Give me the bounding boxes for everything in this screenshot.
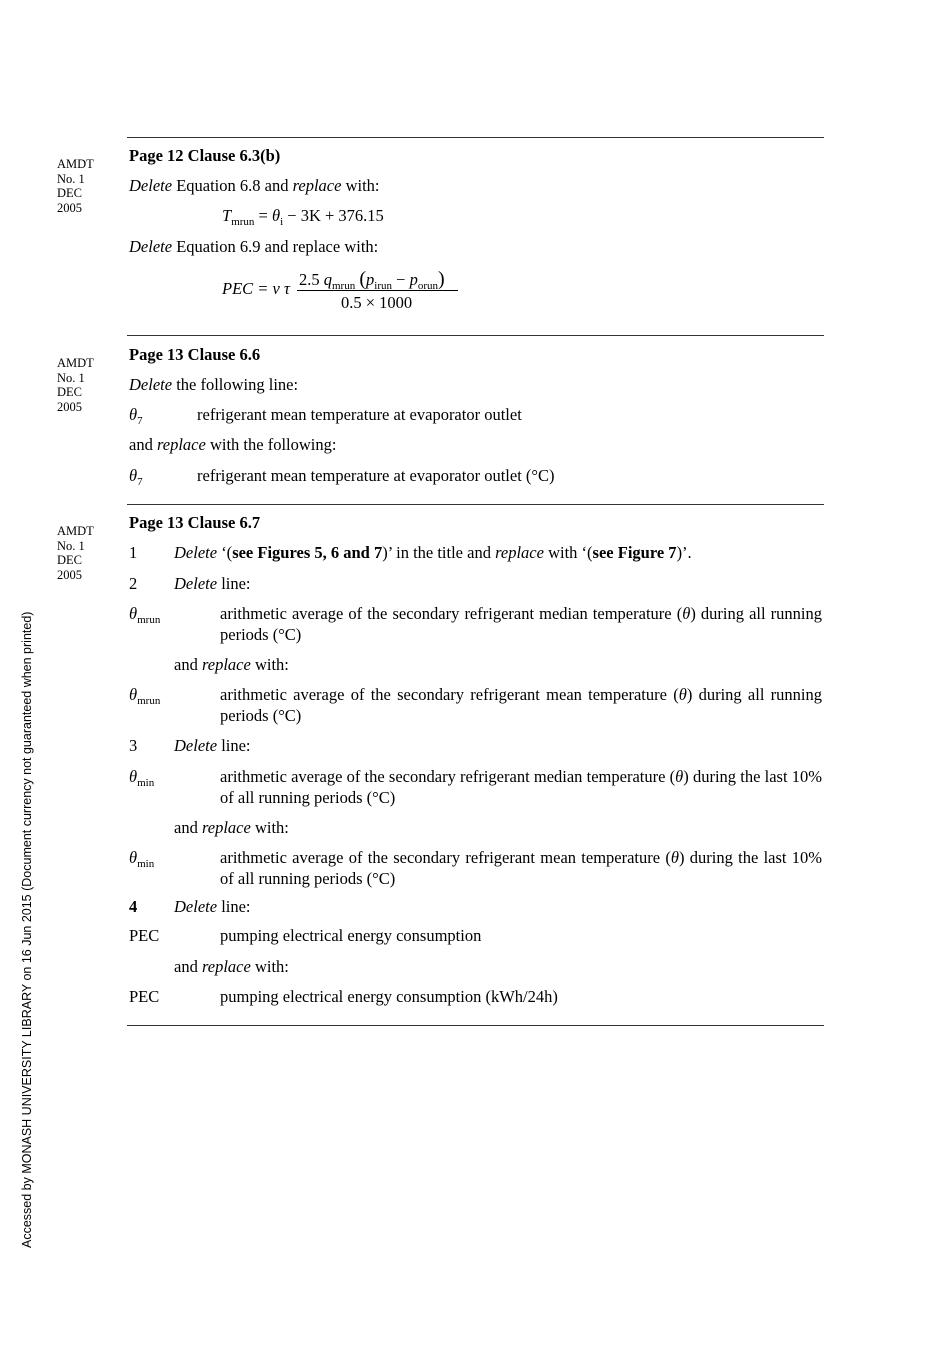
item-number: 2 <box>129 574 138 593</box>
definition-text-part: ) during the last 10% of all running periods (°C) <box>220 767 822 807</box>
instruction-text: Equation 6.8 and <box>172 176 293 195</box>
instruction-verb: Delete <box>129 176 173 195</box>
instruction-line <box>129 435 336 455</box>
instruction-verb: Delete <box>174 574 218 593</box>
eq-operator: = <box>254 206 272 225</box>
instruction-text: )’ in the title and <box>382 543 496 562</box>
symbol-subscript: mrun <box>137 695 161 707</box>
definition-symbol <box>129 685 160 707</box>
instruction-text: with the following: <box>205 435 337 454</box>
fraction-bar <box>297 290 458 291</box>
instruction-verb: Delete <box>174 736 218 755</box>
instruction-verb: replace <box>495 543 544 562</box>
definition-symbol: PEC <box>129 987 160 1006</box>
instruction-line <box>174 818 289 838</box>
definition-text: pumping electrical energy consumption <box>220 926 482 945</box>
instruction-text: and <box>129 435 157 454</box>
definition-symbol <box>129 466 143 488</box>
amendment-note <box>57 356 94 414</box>
instruction-line <box>129 375 298 395</box>
item-text <box>174 574 251 594</box>
definition-text-part: arithmetic average of the secondary refrigerant median temperature ( <box>220 604 683 623</box>
instruction-text: )’. <box>676 543 692 562</box>
section-divider <box>127 1025 824 1026</box>
amendment-note <box>57 524 94 582</box>
symbol-theta: θ <box>129 604 138 623</box>
symbol-subscript: min <box>137 777 155 789</box>
amdt-year: 2005 <box>57 200 82 215</box>
amdt-year: 2005 <box>57 399 82 414</box>
instruction-verb: replace <box>201 818 251 837</box>
section-heading: Page 12 Clause 6.3(b) <box>129 146 281 165</box>
eq-paren: ( <box>359 268 367 290</box>
amdt-year: 2005 <box>57 567 82 582</box>
amdt-number: No. 1 <box>57 171 85 186</box>
definition-text-part: ) during all running periods (°C) <box>220 604 822 644</box>
section-heading: Page 13 Clause 6.6 <box>129 345 261 364</box>
amdt-label: AMDT <box>57 157 94 171</box>
instruction-text: with ‘( <box>543 543 593 562</box>
eq-subscript: orun <box>417 280 438 292</box>
definition-text: refrigerant mean temperature at evaporator outlet (°C) <box>197 466 555 485</box>
instruction-verb: replace <box>292 176 342 195</box>
eq-lhs: PEC = ν τ <box>222 279 290 298</box>
instruction-text: with: <box>250 655 289 674</box>
definition-text-part: arithmetic average of the secondary refrigerant median temperature ( <box>220 767 676 786</box>
item-number: 3 <box>129 736 138 755</box>
symbol-theta: θ <box>678 685 687 704</box>
eq-subscript: i <box>280 216 284 228</box>
amendment-note <box>57 157 94 215</box>
definition-text-part: ) during the last 10% of all running periods (°C) <box>220 848 823 888</box>
section-heading: Page 13 Clause 6.7 <box>129 513 261 532</box>
instruction-text: ‘( <box>217 543 233 562</box>
eq-text: 2.5 <box>299 270 324 289</box>
symbol-subscript: 7 <box>137 415 143 427</box>
section-divider <box>127 137 824 138</box>
symbol-theta: θ <box>129 767 138 786</box>
symbol-subscript: 7 <box>137 476 143 488</box>
figure-reference: see Figure 7 <box>592 543 677 562</box>
symbol-theta: θ <box>129 405 138 424</box>
equation-6-8 <box>222 206 384 226</box>
instruction-line <box>129 176 380 196</box>
eq-symbol: p <box>366 270 375 289</box>
item-number: 1 <box>129 543 138 562</box>
symbol-theta: θ <box>129 466 138 485</box>
definition-symbol <box>129 604 160 626</box>
instruction-text: line: <box>217 736 251 755</box>
definition-text: pumping electrical energy consumption (kWh/24h) <box>220 987 558 1006</box>
instruction-text: line: <box>217 897 251 916</box>
item-number: 4 <box>129 897 138 916</box>
instruction-text: Equation 6.9 and replace with: <box>172 237 379 256</box>
instruction-line <box>174 957 289 977</box>
section-divider <box>127 504 824 505</box>
amdt-number: No. 1 <box>57 370 85 385</box>
instruction-verb: replace <box>201 957 251 976</box>
eq-paren: ) <box>438 268 445 290</box>
symbol-theta: θ <box>129 685 138 704</box>
eq-operator: − <box>392 270 410 289</box>
amdt-label: AMDT <box>57 356 94 370</box>
definition-text-part: ) during all running periods (°C) <box>220 685 822 725</box>
section-divider <box>127 335 824 336</box>
item-text <box>174 897 251 917</box>
instruction-verb: replace <box>156 435 206 454</box>
definition-text-part: arithmetic average of the secondary refrigerant mean temperature ( <box>220 848 671 867</box>
definition-text <box>220 767 822 808</box>
amdt-month: DEC <box>57 186 82 200</box>
instruction-line <box>174 655 289 675</box>
symbol-theta: θ <box>675 767 684 786</box>
eq-numerator <box>299 268 445 291</box>
eq-symbol: θ <box>271 206 281 225</box>
amdt-label: AMDT <box>57 524 94 538</box>
instruction-verb: Delete <box>129 237 173 256</box>
instruction-text: the following line: <box>172 375 299 394</box>
instruction-text: with: <box>341 176 380 195</box>
instruction-text: line: <box>217 574 251 593</box>
symbol-theta: θ <box>670 848 679 867</box>
eq-symbol: p <box>409 270 418 289</box>
item-text <box>174 543 692 563</box>
instruction-text: with: <box>250 957 289 976</box>
definition-text <box>220 685 822 726</box>
instruction-verb: Delete <box>129 375 173 394</box>
eq-symbol: T <box>222 206 232 225</box>
figure-reference: see Figures 5, 6 and 7 <box>232 543 383 562</box>
instruction-text: and <box>174 818 202 837</box>
amdt-month: DEC <box>57 553 82 567</box>
instruction-text: and <box>174 655 202 674</box>
definition-text <box>220 848 822 889</box>
symbol-subscript: mrun <box>137 614 161 626</box>
instruction-verb: replace <box>201 655 251 674</box>
eq-text: − 3K + 376.15 <box>283 206 384 225</box>
definition-text-part: arithmetic average of the secondary refrigerant mean temperature ( <box>220 685 679 704</box>
eq-subscript: irun <box>374 280 393 292</box>
instruction-line <box>129 237 378 257</box>
eq-symbol: q <box>323 270 332 289</box>
definition-symbol <box>129 405 143 427</box>
eq-denominator: 0.5 × 1000 <box>341 293 413 312</box>
access-watermark-note: Accessed by MONASH UNIVERSITY LIBRARY on 16 Jun 2015 (Document currency not guaranteed when printed) <box>20 611 34 1248</box>
symbol-theta: θ <box>129 848 138 867</box>
definition-text: refrigerant mean temperature at evaporator outlet <box>197 405 522 424</box>
instruction-verb: Delete <box>174 897 218 916</box>
eq-subscript: mrun <box>231 216 255 228</box>
definition-symbol <box>129 767 154 789</box>
definition-text <box>220 604 822 645</box>
instruction-text: with: <box>250 818 289 837</box>
eq-subscript: mrun <box>332 280 356 292</box>
instruction-text: and <box>174 957 202 976</box>
item-text <box>174 736 251 756</box>
symbol-theta: θ <box>682 604 691 623</box>
definition-symbol <box>129 848 154 870</box>
amdt-month: DEC <box>57 385 82 399</box>
instruction-verb: Delete <box>174 543 218 562</box>
amdt-number: No. 1 <box>57 538 85 553</box>
definition-symbol: PEC <box>129 926 160 945</box>
symbol-subscript: min <box>137 858 155 870</box>
